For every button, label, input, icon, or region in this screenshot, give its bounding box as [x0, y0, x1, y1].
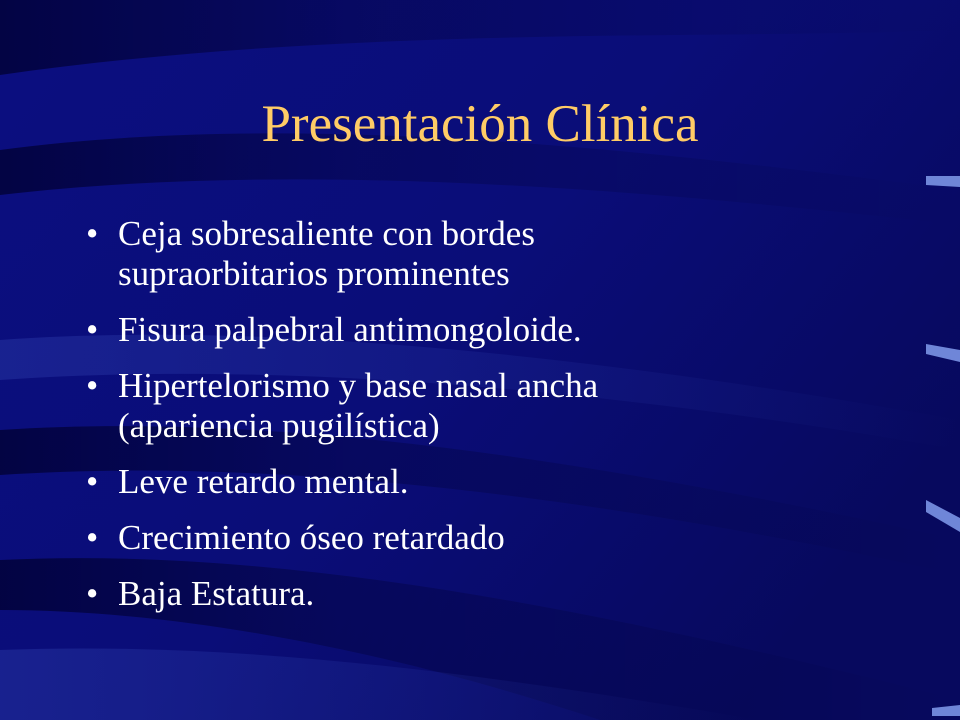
bullet-text-line: Ceja sobresaliente con bordes [118, 214, 535, 253]
bullet-dot-icon: • [86, 462, 99, 501]
bullet-text-line: supraorbitarios prominentes [118, 254, 510, 293]
bullet-item [86, 574, 906, 614]
bullet-text-line: Crecimiento óseo retardado [118, 518, 505, 557]
bullet-dot-icon: • [86, 310, 99, 349]
bullet-dot-icon: • [86, 366, 99, 405]
bullet-dot-icon: • [86, 518, 99, 557]
bullet-dot-icon: • [86, 574, 99, 613]
bullet-text-line: (apariencia pugilística) [118, 406, 440, 445]
bullet-dot-icon: • [86, 214, 99, 253]
bullet-text-line: Leve retardo mental. [118, 462, 409, 501]
bullet-item [86, 518, 906, 558]
bullet-text-line: Fisura palpebral antimongoloide. [118, 310, 582, 349]
bullet-item [86, 214, 906, 294]
bullet-item [86, 366, 906, 446]
bullet-item [86, 310, 906, 350]
bullet-text-line: Baja Estatura. [118, 574, 315, 613]
bullet-text-line: Hipertelorismo y base nasal ancha [118, 366, 599, 405]
bullet-list [86, 214, 906, 630]
slide-title: Presentación Clínica [261, 95, 699, 153]
bullet-item [86, 462, 906, 502]
